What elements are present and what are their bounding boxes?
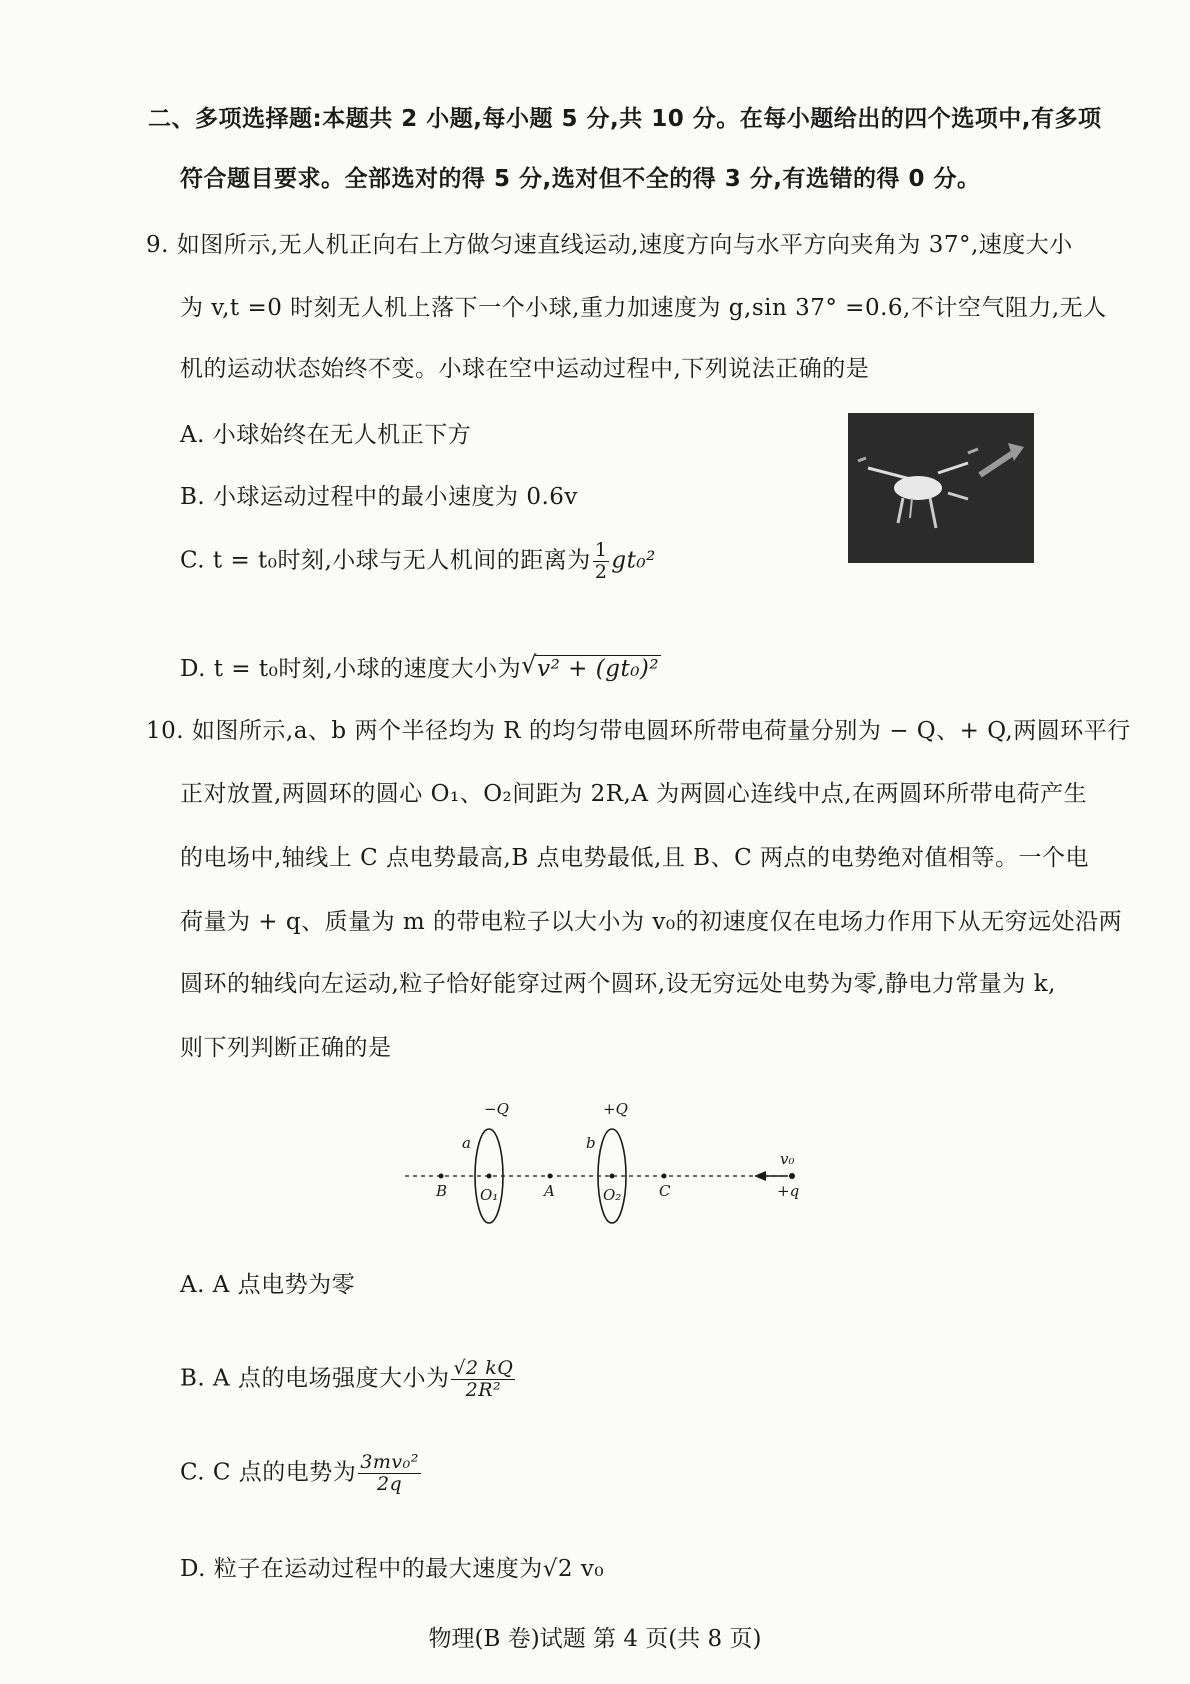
point-a-dot: [548, 1174, 553, 1179]
point-b-dot: [439, 1174, 444, 1179]
q10-option-c-numerator: 3mv₀²: [360, 1451, 419, 1473]
q10-line3: 的电场中,轴线上 C 点电势最高,B 点电势最低,且 B、C 两点的电势绝对值相等。一个电: [180, 845, 1089, 871]
section-heading-line1: 二、多项选择题:本题共 2 小题,每小题 5 分,共 10 分。在每小题给出的四个选项中,有多项: [148, 106, 1102, 132]
label-charge-a: −Q: [484, 1100, 509, 1118]
q10-option-c-prefix: C. C 点的电势为: [180, 1459, 357, 1486]
point-c-dot: [662, 1174, 667, 1179]
q9-option-a: A. 小球始终在无人机正下方: [180, 422, 472, 448]
q10-line6: 则下列判断正确的是: [180, 1035, 392, 1061]
q10-option-b-prefix: B. A 点的电场强度大小为: [180, 1365, 450, 1392]
q10-option-d: D. 粒子在运动过程中的最大速度为√2 v₀: [180, 1556, 605, 1582]
q10-option-c-denominator: 2q: [376, 1472, 403, 1495]
q10-line2: 正对放置,两圆环的圆心 O₁、O₂间距为 2R,A 为两圆心连线中点,在两圆环所带电荷产生: [180, 781, 1088, 807]
label-point-a: A: [544, 1182, 555, 1200]
q10-line1: 10. 如图所示,a、b 两个半径均为 R 的均匀带电圆环所带电荷量分别为 − Q、+ Q,两圆环平行: [146, 718, 1131, 744]
section-heading-line2: 符合题目要求。全部选对的得 5 分,选对但不全的得 3 分,有选错的得 0 分。: [180, 166, 981, 192]
particle-dot: [789, 1173, 795, 1179]
q9-line3: 机的运动状态始终不变。小球在空中运动过程中,下列说法正确的是: [180, 356, 870, 382]
q9-option-c-numerator: 1: [594, 539, 608, 561]
q10-option-c: [180, 1452, 423, 1495]
q10-option-c-fraction: [358, 1452, 421, 1495]
q9-option-c: [180, 540, 656, 583]
q10-option-a: A. A 点电势为零: [180, 1272, 356, 1298]
charged-rings-diagram: [400, 1090, 820, 1239]
q9-option-d-prefix: D. t = t₀时刻,小球的速度大小为: [180, 656, 522, 682]
label-ring-b: b: [586, 1134, 596, 1152]
q10-option-b: [180, 1358, 517, 1401]
label-particle: +q: [777, 1182, 800, 1200]
label-point-c: C: [659, 1182, 671, 1200]
q10-option-b-fraction: [451, 1358, 515, 1401]
q10-option-b-numerator: √2 kQ: [453, 1357, 514, 1379]
q9-option-c-denominator: 2: [594, 560, 608, 583]
q9-option-c-tail: gt₀²: [611, 547, 656, 574]
label-ring-a: a: [462, 1134, 471, 1152]
q9-option-d: [180, 650, 661, 683]
q10-option-b-denominator: 2R²: [465, 1378, 502, 1401]
drone-illustration: [848, 413, 1034, 563]
label-point-o1: O₁: [480, 1186, 499, 1204]
q9-option-d-radicand: v² + (gt₀)²: [537, 656, 660, 682]
q9-option-b: B. 小球运动过程中的最小速度为 0.6v: [180, 484, 578, 510]
point-o1-dot: [487, 1174, 492, 1179]
q9-line1: 9. 如图所示,无人机正向右上方做匀速直线运动,速度方向与水平方向夹角为 37°,速度大小: [146, 232, 1073, 258]
q9-line2: 为 v,t =0 时刻无人机上落下一个小球,重力加速度为 g,sin 37° =0.6,不计空气阻力,无人: [180, 295, 1107, 321]
q9-option-d-sqrt: √ v² + (gt₀)²: [521, 651, 660, 682]
drone-photo: [848, 413, 1034, 563]
label-charge-b: +Q: [603, 1100, 628, 1118]
label-point-o2: O₂: [603, 1186, 622, 1204]
q9-option-c-prefix: C. t = t₀时刻,小球与无人机间的距离为: [180, 547, 591, 574]
velocity-arrowhead: [754, 1171, 766, 1181]
q10-line4: 荷量为 + q、质量为 m 的带电粒子以大小为 v₀的初速度仅在电场力作用下从无穷远处沿两: [180, 909, 1123, 935]
q9-option-c-fraction: [593, 540, 610, 583]
point-o2-dot: [610, 1174, 615, 1179]
label-velocity: v₀: [780, 1150, 795, 1168]
page-footer: 物理(B 卷)试题 第 4 页(共 8 页): [428, 1626, 762, 1652]
label-point-b: B: [436, 1182, 448, 1200]
q10-line5: 圆环的轴线向左运动,粒子恰好能穿过两个圆环,设无穷远处电势为零,静电力常量为 k,: [180, 971, 1056, 997]
